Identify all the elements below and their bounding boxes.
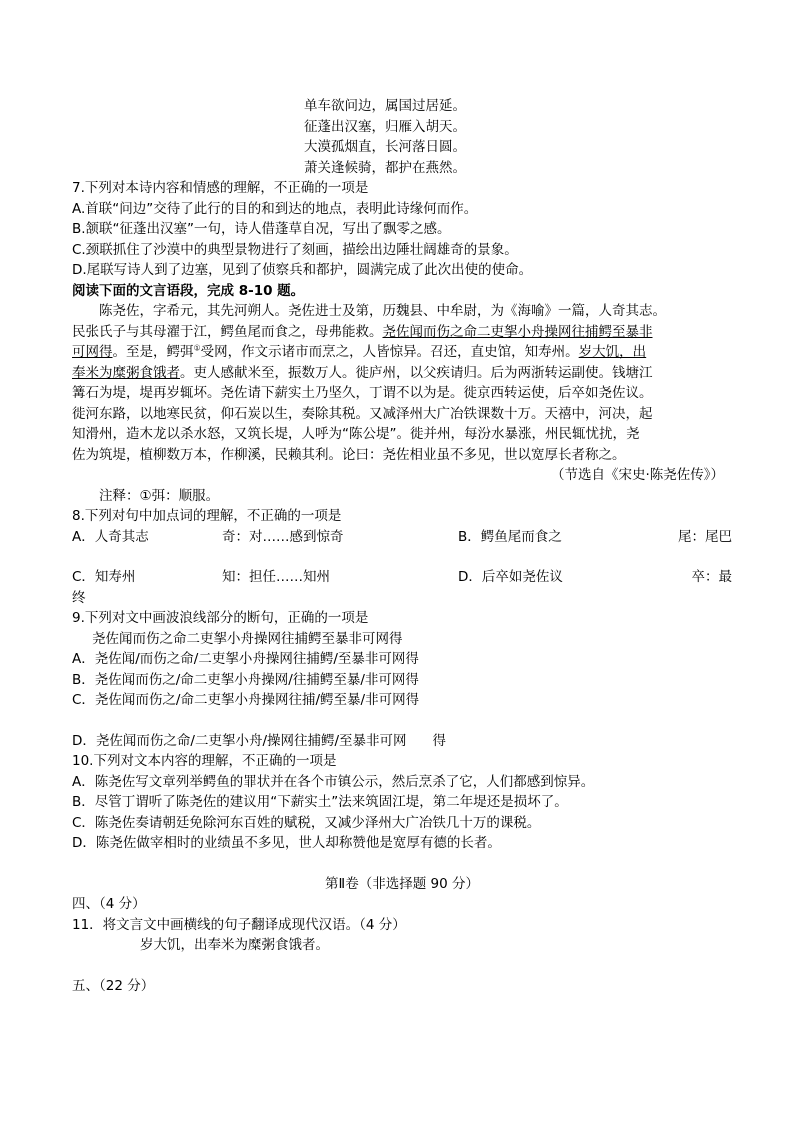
passage-text: 受网，作文示诸市而烹之，人皆惊异。召还，直史馆，知寿州。 — [200, 344, 579, 360]
option-a: A．陈尧佐写文章列举鳄鱼的罪状并在各个市镇公示，然后烹杀了它，人们都感到惊异。 — [72, 773, 595, 790]
option-a: A.首联“问边”交待了此行的目的和到达的地点，表明此诗缘何而作。 — [72, 200, 478, 217]
option-c: C．陈尧佐奏请朝廷免除河东百姓的赋税，又减少泽州大广冶铁几十万的课税。 — [72, 814, 541, 831]
reading-passage — [72, 281, 732, 507]
question-stem: 9.下列对文中画波浪线部分的断句，正确的一项是 — [72, 610, 369, 626]
passage-text: 。至是，鳄弭 — [112, 344, 194, 360]
passage-text: 民张氏子与其母濯于江，鳄鱼尾而食之，母弗能救。 — [72, 323, 383, 340]
option-c: C．尧佐闻而伤之/命二吏挐小舟操网往捕/鳄至暴/非可网得 — [72, 692, 420, 708]
question-7 — [72, 178, 732, 281]
option-b: B．尽管丁谓听了陈尧佐的建议用“下薪实土”法来筑固江堤，第二年堤还是损坏了。 — [72, 794, 568, 810]
footnote-marker: ① — [193, 343, 201, 353]
question-sentence: 尧佐闻而伤之命二吏挐小舟操网往捕鳄至暴非可网得 — [92, 630, 403, 647]
wavy-underlined-text: 尧佐闻而伤之命二吏挐小舟操网往捕鳄至暴非 — [382, 323, 653, 340]
poem-line: 征蓬出汉塞，归雁入胡天。 — [304, 118, 466, 135]
options-row — [72, 567, 732, 588]
option-d: D．陈尧佐做宰相时的业绩虽不多见，世人却称赞他是宽厚有德的长者。 — [72, 835, 501, 851]
source-citation: （节选自《宋史·陈尧佐传》） — [550, 467, 724, 483]
option-d — [72, 731, 732, 752]
question-10 — [72, 751, 732, 854]
section-title: 第Ⅱ卷（非选择题 90 分） — [325, 875, 479, 892]
options-row — [72, 527, 732, 548]
poem — [72, 96, 732, 178]
option-a-gloss: 奇：对……感到惊奇 — [222, 528, 344, 545]
section-heading: 四、（4 分） — [72, 896, 146, 912]
passage-text: 。吏人感献米至，振数万人。徙庐州，以父疾请归。后为两浙转运副使。钱塘江 — [180, 364, 653, 381]
question-stem: 10.下列对文本内容的理解，不正确的一项是 — [72, 753, 337, 769]
option-c-text: C．知寿州 — [72, 569, 136, 585]
poem-line: 大漠孤烟直，长河落日圆。 — [304, 139, 466, 155]
passage-line: 篝石为堤，堤再岁辄坏。尧佐请下薪实土乃坚久，丁谓不以为是。徙京西转运使，后卒如尧佐议。 — [72, 385, 653, 401]
footnote: 注释：①弭：顺服。 — [99, 487, 220, 504]
option-c: C.颈联抓住了沙漠中的典型景物进行了刻画，描绘出边陲壮阔雄奇的景象。 — [72, 241, 518, 258]
passage-line: 知滑州，造木龙以杀水怒，又筑长堤，人呼为“陈公堤”。徙并州，每汾水暴涨，州民辄忧扰，尧 — [72, 426, 640, 442]
option-d-tail: 得 — [432, 732, 447, 749]
section-heading: 五、（22 分） — [72, 977, 155, 994]
option-b-gloss: 尾：尾巴 — [678, 528, 732, 545]
option-d-text: D．后卒如尧佐议 — [458, 569, 563, 585]
underlined-text: 岁大饥，出 — [578, 344, 647, 360]
option-d-text: D．尧佐闻而伤之命/二吏挐小舟/操网往捕鳄/至暴非可网 — [72, 732, 407, 749]
question-stem: 7.下列对本诗内容和情感的理解，不正确的一项是 — [72, 180, 369, 196]
part-two — [72, 874, 732, 997]
exam-page — [72, 96, 732, 996]
option-b: B．尧佐闻而伤之/命二吏挐小舟操网/往捕鳄至暴/非可网得 — [72, 671, 419, 688]
option-a-text: A．人奇其志 — [72, 528, 149, 545]
passage-line: 陈尧佐，字希元，其先河朔人。尧佐进士及第，历魏县、中牟尉，为《海喻》一篇，人奇其志。 — [99, 303, 666, 319]
option-a: A．尧佐闻/而伤之命/二吏挐小舟操网往捕鳄/至暴非可网得 — [72, 651, 419, 667]
question-stem: 8.下列对句中加点词的理解，不正确的一项是 — [72, 508, 342, 524]
reading-heading: 阅读下面的文言语段，完成 8-10 题。 — [72, 282, 305, 299]
question-sentence: 岁大饥，出奉米为糜粥食饿者。 — [140, 937, 329, 953]
passage-line — [72, 342, 732, 363]
option-b-text: B．鳄鱼尾而食之 — [458, 528, 562, 545]
option-c-gloss: 知：担任……知州 — [222, 569, 330, 585]
poem-line: 单车欲问边，属国过居延。 — [304, 98, 466, 114]
question-8 — [72, 506, 732, 608]
passage-line — [72, 363, 732, 384]
option-b: B.颔联“征蓬出汉塞”一句，诗人借蓬草自况，写出了飘零之感。 — [72, 221, 451, 237]
passage-line — [72, 322, 732, 343]
option-d: D.尾联写诗人到了边塞，见到了侦察兵和都护，圆满完成了此次出使的使命。 — [72, 262, 533, 278]
wavy-underlined-text: 可网得 — [72, 344, 113, 360]
underlined-text: 奉米为糜粥食饿者 — [72, 364, 180, 381]
option-d-gloss: 卒：最 — [691, 569, 732, 585]
poem-line: 萧关逢候骑，都护在燕然。 — [304, 159, 466, 176]
question-stem: 11．将文言文中画横线的句子翻译成现代汉语。（4 分） — [72, 916, 406, 933]
option-d-wrap: 终 — [72, 589, 86, 606]
passage-line: 佐为筑堤，植柳数万本，作柳溪，民赖其利。论曰：尧佐相业虽不多见，世以宽厚长者称之。 — [72, 446, 626, 463]
question-9 — [72, 608, 732, 751]
passage-line: 徙河东路，以地寒民贫，仰石炭以生，奏除其税。又减泽州大广冶铁课数十万。天禧中，河决，起 — [72, 405, 653, 422]
